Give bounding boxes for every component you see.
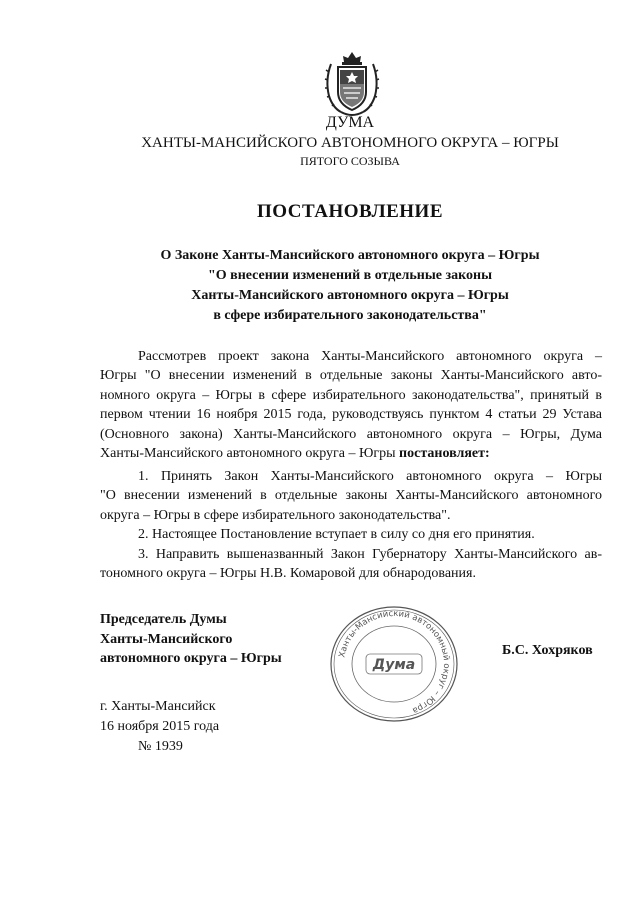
clause-line: тономного округа – Югры Н.В. Комаровой для обнародования.	[100, 566, 476, 582]
clause-line: "О внесении изменений в отдельные законы Ханты-Мансийского автономного	[100, 488, 602, 504]
document-place-date	[100, 697, 219, 757]
subject-line: "О внесении изменений в отдельные законы	[207, 268, 493, 283]
coat-of-arms-icon	[323, 50, 381, 120]
signer-title-line: Ханты-Мансийского	[100, 631, 233, 647]
signer-title-line: автономного округа – Югры	[100, 651, 282, 666]
clause-line: округа – Югры в сфере избирательного законодательства".	[100, 507, 451, 523]
preamble-paragraph	[100, 347, 602, 463]
clause-line: 1. Принять Закон Ханты-Мансийского автономного округа – Югры	[138, 469, 602, 484]
clause-line: 2. Настоящее Постановление вступает в силу со дня его принятия.	[138, 527, 535, 543]
clause-line: 3. Направить вышеназванный Закон Губернатору Ханты-Мансийского ав-	[138, 546, 602, 562]
preamble-line: (Основного закона) Ханты-Мансийского автономного округа – Югры, Дума	[100, 426, 602, 442]
subject-line: в сфере избирательного законодательства"	[213, 308, 487, 323]
decision-word: постановляет:	[399, 446, 490, 462]
org-name-line1: ДУМА	[325, 114, 375, 131]
signer-title	[100, 610, 282, 669]
preamble-last-line	[100, 444, 602, 463]
document-number: № 1939	[138, 739, 183, 754]
preamble-line: номного округа – Югры в сфере избирательного законодательства", принятый в	[100, 387, 602, 403]
document-place: г. Ханты-Мансийск	[100, 699, 216, 714]
org-name-line2: ХАНТЫ-МАНСИЙСКОГО АВТОНОМНОГО ОКРУГА – ЮГРЫ	[141, 135, 559, 151]
subject-line: Ханты-Мансийского автономного округа – Югры	[191, 288, 509, 303]
signer-name: Б.С. Хохряков	[502, 643, 593, 658]
preamble-line: Югры "О внесении изменений в отдельные законы Ханты-Мансийского авто-	[100, 368, 602, 384]
document-subject	[30, 246, 640, 326]
org-convocation: ПЯТОГО СОЗЫВА	[300, 154, 400, 168]
preamble-line: Ханты-Мансийского автономного округа – Югры	[100, 446, 396, 462]
stamp-center-text: Дума	[372, 657, 416, 673]
subject-line: О Законе Ханты-Мансийского автономного округа – Югры	[160, 248, 540, 263]
stamp-outer-text: Ханты-Мансийский автономный округ – Югра	[337, 608, 452, 716]
document-date: 16 ноября 2015 года	[100, 719, 220, 734]
preamble-line: Рассмотрев проект закона Ханты-Мансийского автономного округа –	[138, 349, 602, 364]
preamble-line: первом чтении 16 ноября 2015 года, руководствуясь пунктом 4 статьи 29 Устава	[100, 407, 602, 423]
document-type-title: ПОСТАНОВЛЕНИЕ	[256, 201, 444, 222]
signer-title-line: Председатель Думы	[100, 612, 227, 627]
official-stamp	[328, 604, 460, 724]
clauses-paragraph	[100, 467, 602, 583]
